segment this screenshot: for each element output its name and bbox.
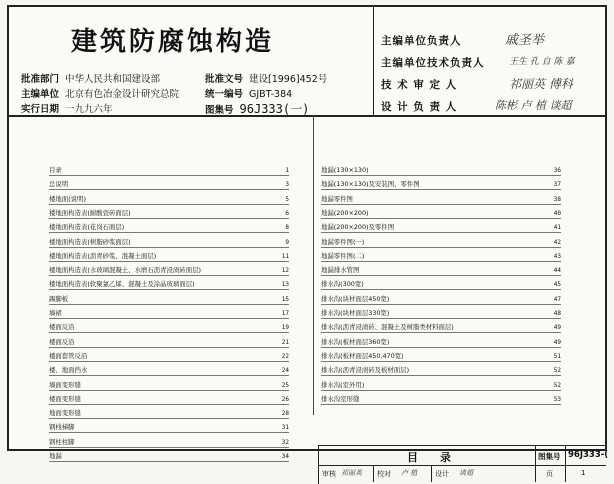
- toc-entry: [49, 194, 289, 205]
- check-label: 校对: [377, 470, 391, 478]
- toc-entry-title: 排水沟(沥青浸渍砖及板材面层): [321, 366, 410, 375]
- toc-entry-title: 排水沟(板材面层450,470宽): [321, 351, 404, 360]
- toc-entry: [49, 422, 289, 433]
- toc-entry-title: 楼地面构造表(树脂砂浆面层): [49, 237, 131, 246]
- unified-no-label: 统一编号: [205, 89, 244, 100]
- page-title: 建筑防腐蚀构造: [71, 27, 275, 57]
- toc-entry-title: 排水沟室形缝: [321, 394, 360, 403]
- toc-entry: [49, 208, 289, 219]
- toc-entry-page: 24: [281, 367, 289, 375]
- toc-entry: [49, 408, 289, 419]
- toc-entry: [49, 279, 289, 290]
- approve-doc-label: 批准文号: [205, 74, 244, 85]
- toc-entry-page: 45: [553, 281, 561, 289]
- toc-entry-title: 排水沟(沥青浸渍砖、混凝土及树脂类材料面层): [321, 323, 454, 332]
- approve-doc-value: 建设[1996]452号: [249, 74, 328, 85]
- toc-entry-page: 9: [285, 238, 289, 246]
- toc-entry-page: 8: [285, 224, 289, 232]
- responsible-persons: [375, 7, 605, 115]
- toc-entry-page: 49: [553, 324, 561, 332]
- toc-entry: [321, 194, 561, 205]
- effective-date: [21, 101, 113, 115]
- toc-entry: [49, 394, 289, 405]
- toc-entry-title: 踢脚板: [49, 294, 69, 303]
- toc-entry-page: 21: [281, 338, 289, 346]
- divider: [535, 465, 536, 482]
- responsible-role: 主编单位负责人: [381, 35, 462, 47]
- handwritten-signature: 陈彬 卢 植 谈超: [495, 99, 572, 112]
- toc-entry-page: 51: [553, 352, 561, 360]
- toc-entry-title: 地漏(200×200): [321, 208, 369, 217]
- toc-entry-title: 墙裙: [49, 309, 62, 317]
- toc-entry: [321, 251, 561, 262]
- unified-no: [205, 86, 292, 100]
- toc-entry-title: 地漏零件图(二): [321, 251, 365, 260]
- unified-no-value: GJBT-384: [249, 89, 293, 100]
- toc-entry-page: 22: [281, 352, 289, 360]
- toc-entry-title: 地漏: [49, 452, 62, 460]
- toc-entry-title: 楼地面构造表(花岗石面层): [49, 223, 125, 232]
- toc-entry-page: 36: [553, 167, 561, 174]
- toc-entry-title: 排水沟(室外用): [321, 380, 365, 389]
- toc-entry: [49, 165, 289, 176]
- toc-entry: [321, 365, 561, 376]
- toc-entry: [321, 279, 561, 290]
- toc-entry-title: 地漏零件图: [321, 194, 353, 203]
- toc-entry-page: 32: [281, 438, 289, 446]
- toc-entry-title: 钢柱柱脚: [49, 437, 75, 446]
- toc-entry: [321, 179, 561, 190]
- toc-entry-title: 楼地面构造表(水玻璃混凝土、水磨石沥青浸渍砖面层): [49, 266, 201, 275]
- toc-entry: [321, 351, 561, 362]
- toc-entry-title: 楼面反沿: [49, 337, 75, 346]
- toc-entry-title: 地漏(200×200)及零件图: [321, 223, 395, 232]
- toc-entry-page: 40: [553, 209, 561, 217]
- toc-entry: [321, 208, 561, 219]
- editor-unit-value: 北京有色冶金设计研究总院: [65, 89, 180, 100]
- toc-entry-page: 52: [553, 367, 561, 375]
- toc-entry-page: 11: [281, 252, 289, 260]
- toc-entry-page: 6: [285, 209, 289, 217]
- toc-entry-title: 地漏排水管图: [321, 266, 360, 275]
- toc-entry: [321, 165, 561, 176]
- approve-dept-label: 批准部门: [21, 74, 60, 85]
- handwritten-signature: 戚圣举: [505, 33, 545, 48]
- approve-dept-value: 中华人民共和国建设部: [65, 74, 161, 85]
- toc-entry-page: 1: [285, 167, 289, 174]
- responsible-role: 主编单位技术负责人: [381, 57, 485, 69]
- page-label: 页: [546, 470, 553, 478]
- toc-entry: [49, 237, 289, 248]
- toc-entry-page: 53: [553, 395, 561, 403]
- toc-entry-title: 楼地面构造表(耐酸瓷砖面层): [49, 208, 131, 217]
- toc-entry-title: 地漏零件图(一): [321, 237, 365, 246]
- page-value: 1: [581, 469, 586, 477]
- toc-entry-page: 43: [553, 252, 561, 260]
- approve-doc: [205, 71, 327, 85]
- toc-entry-title: 目录: [49, 166, 62, 174]
- toc-entry-page: 47: [553, 295, 561, 303]
- toc-entry-title: 总说明: [49, 180, 69, 189]
- divider: [373, 465, 374, 482]
- toc-entry: [49, 451, 289, 462]
- toc-entry: [49, 365, 289, 376]
- toc-entry: [321, 337, 561, 348]
- toc-entry-page: 42: [553, 238, 561, 246]
- toc-entry-title: 地漏(130×130)及安装图、零件图: [321, 180, 420, 189]
- toc-entry: [321, 394, 561, 405]
- toc-entry: [49, 322, 289, 333]
- toc-entry-title: 楼、地面挡水: [49, 366, 88, 375]
- effective-value: 一九九六年: [65, 104, 113, 115]
- toc-entry: [321, 222, 561, 233]
- toc-entry-title: 楼面反沿: [49, 323, 75, 332]
- toc-entry-title: 楼地面构造表(软聚氯乙烯、混凝土及涂晶玻璃面层): [49, 280, 195, 289]
- toc-entry: [49, 294, 289, 305]
- toc-entry: [49, 179, 289, 190]
- toc-entry: [49, 437, 289, 448]
- toc-entry: [49, 337, 289, 348]
- toc-entry-page: 17: [281, 310, 289, 317]
- toc-entry: [49, 222, 289, 233]
- editor-unit: [21, 86, 179, 100]
- title-block-atlas-label: 图集号: [538, 452, 561, 461]
- toc-entry: [49, 380, 289, 391]
- toc-entry-page: 19: [281, 324, 289, 332]
- toc-entry-page: 52: [553, 381, 561, 389]
- title-block-name: 目 录: [407, 451, 451, 464]
- toc-entry: [321, 237, 561, 248]
- toc-entry-title: 排水沟(块材面层450宽): [321, 294, 390, 303]
- toc-entry-title: 排水沟(板材面层360宽): [321, 337, 390, 346]
- divider: [565, 465, 566, 482]
- divider: [431, 465, 432, 482]
- handwritten-signature: 王生 孔 自 陈 嘉: [509, 57, 575, 67]
- toc-entry-page: 15: [281, 295, 289, 303]
- toc-entry-page: 44: [553, 267, 561, 275]
- handwritten-signature: 祁丽英 傅科: [509, 77, 573, 91]
- toc-entry-title: 墙面变形缝: [49, 380, 81, 389]
- effective-label: 实行日期: [21, 104, 60, 115]
- toc-entry-title: 钢栈梯脚: [49, 423, 75, 432]
- toc-entry-page: 48: [553, 310, 561, 317]
- toc-entry-page: 28: [281, 410, 289, 418]
- responsible-role: 设 计 负 责 人: [381, 101, 458, 113]
- toc-entry-page: 34: [281, 453, 289, 460]
- toc-entry-page: 31: [281, 424, 289, 432]
- title-block-row-1: [319, 446, 609, 466]
- toc-entry-page: 12: [281, 267, 289, 275]
- toc-entry: [321, 294, 561, 305]
- toc-entry-title: 楼面套管反沿: [49, 351, 88, 360]
- column-divider: [313, 115, 314, 415]
- atlas-no-label: 图集号: [205, 105, 234, 116]
- toc-entry-page: 3: [285, 181, 289, 189]
- toc-entry: [49, 308, 289, 319]
- toc-entry-title: 地漏(130×130): [321, 166, 369, 174]
- toc-entry-page: 49: [553, 338, 561, 346]
- editor-unit-label: 主编单位: [21, 89, 60, 100]
- approve-dept: [21, 71, 160, 85]
- toc-entry-page: 5: [285, 195, 289, 203]
- review-signature: 祁丽英: [341, 469, 362, 477]
- toc-entry: [321, 265, 561, 276]
- header: [9, 7, 605, 117]
- toc-entry-title: 排水沟(块材面层330宽): [321, 309, 390, 317]
- toc-entry: [321, 308, 561, 319]
- review-label: 审核: [322, 470, 336, 478]
- toc-entry-title: 地面变形缝: [49, 409, 81, 418]
- toc-entry-page: 26: [281, 395, 289, 403]
- responsible-role: 技 术 审 定 人: [381, 79, 458, 91]
- toc-entry-page: 38: [553, 195, 561, 203]
- toc-entry-title: 排水沟(300宽): [321, 280, 364, 289]
- toc-entry-page: 41: [553, 224, 561, 232]
- design-signature: 谈超: [459, 469, 473, 477]
- title-block-atlas-value: 96J333-(: [568, 450, 609, 460]
- toc-entry-title: 楼地面构造表(沥青砂浆、混凝土面层): [49, 251, 157, 260]
- toc-entry-page: 13: [281, 281, 289, 289]
- toc-entry: [49, 265, 289, 276]
- toc-entry-page: 37: [553, 181, 561, 189]
- toc-entry-title: 楼面变形缝: [49, 394, 81, 403]
- toc-entry: [49, 351, 289, 362]
- toc-entry: [321, 322, 561, 333]
- title-block: [318, 445, 609, 484]
- table-of-contents: [9, 115, 609, 478]
- check-signature: 卢 植: [401, 469, 418, 477]
- toc-entry: [321, 380, 561, 391]
- atlas-cover-page: [7, 5, 609, 478]
- toc-entry-title: 楼地面(说明): [49, 194, 86, 203]
- design-label: 设计: [435, 470, 449, 478]
- atlas-no-value: 96J333(一): [239, 102, 310, 116]
- header-info: [9, 7, 374, 115]
- toc-entry-page: 25: [281, 381, 289, 389]
- toc-entry: [49, 251, 289, 262]
